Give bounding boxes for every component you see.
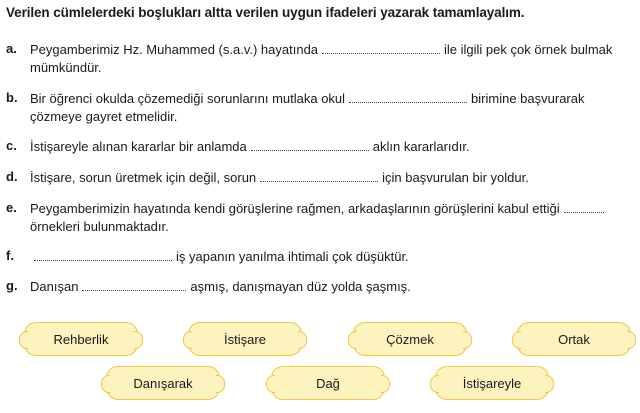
answer-blank[interactable] — [322, 40, 440, 54]
question-a — [6, 40, 636, 77]
question-e — [6, 199, 636, 236]
question-text-after: örnekleri bulunmaktadır. — [30, 219, 169, 234]
question-c — [6, 137, 636, 156]
question-text-after: iş yapanın yanılma ihtimali çok düşüktür. — [176, 249, 409, 264]
question-b — [6, 89, 636, 126]
question-text-before: Bir öğrenci okulda çözemediği sorunlarını mutlaka okul — [30, 91, 346, 106]
question-letter: g. — [6, 278, 18, 293]
word-tag[interactable]: İstişare — [188, 322, 302, 356]
word-tag[interactable]: Rehberlik — [24, 322, 138, 356]
instruction-heading: Verilen cümlelerdeki boşlukları altta verilen uygun ifadeleri yazarak tamamlayalım. — [6, 5, 525, 20]
question-letter: b. — [6, 90, 18, 105]
question-letter: a. — [6, 41, 17, 56]
answer-blank[interactable] — [260, 168, 378, 182]
word-tag[interactable]: Ortak — [517, 322, 631, 356]
word-tag[interactable]: Danışarak — [106, 366, 220, 400]
question-text-after: için başvurulan bir yoldur. — [382, 170, 529, 185]
answer-blank[interactable] — [349, 89, 467, 103]
question-f — [6, 247, 636, 266]
answer-blank[interactable] — [34, 247, 172, 261]
word-tag[interactable]: İstişareyle — [435, 366, 549, 400]
question-d — [6, 168, 636, 187]
question-text-after: aşmış, danışmayan düz yolda şaşmış. — [190, 279, 411, 294]
answer-blank[interactable] — [251, 137, 369, 151]
question-letter: d. — [6, 169, 18, 184]
question-text-after: ile ilgili pek çok örnek bulmak mümkündür. — [30, 42, 613, 75]
answer-blank[interactable] — [82, 277, 186, 291]
answer-blank[interactable] — [564, 199, 604, 213]
question-text-before: Peygamberimiz Hz. Muhammed (s.a.v.) hayatında — [30, 42, 319, 57]
question-text-before: Danışan — [30, 279, 79, 294]
question-letter: c. — [6, 138, 17, 153]
question-text-before: Peygamberimizin hayatında kendi görüşlerine rağmen, arkadaşlarının görüşlerini kabul ettiği — [30, 201, 560, 216]
question-text-after: aklın kararlarıdır. — [372, 139, 470, 154]
question-text-before: İstişareyle alınan kararlar bir anlamda — [30, 139, 247, 154]
word-tag[interactable]: Çözmek — [353, 322, 467, 356]
question-letter: e. — [6, 200, 17, 215]
word-tag[interactable]: Dağ — [271, 366, 385, 400]
question-text-after: birimine başvurarak çözmeye gayret etmelidir. — [30, 91, 585, 124]
question-text-before: İstişare, sorun üretmek için değil, sorun — [30, 170, 257, 185]
question-letter: f. — [6, 248, 14, 263]
question-g — [6, 277, 636, 296]
